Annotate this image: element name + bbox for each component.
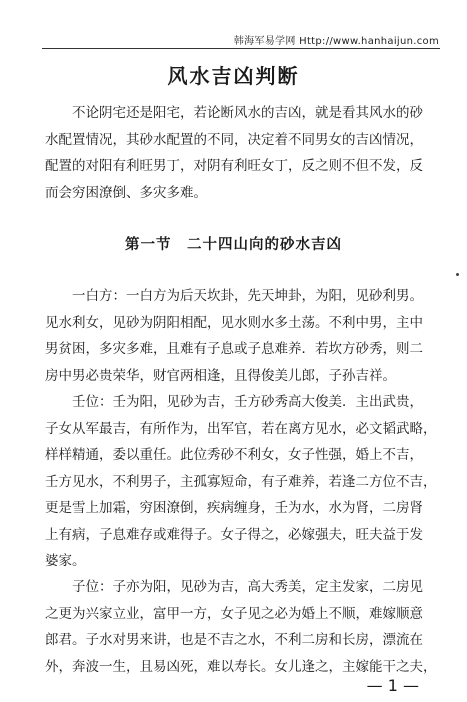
text-line: 上有病，子息难存或难得子。女子得之，必嫁强夫，旺夫益于发 bbox=[45, 526, 423, 543]
page-title: 风水吉凶判断 bbox=[167, 64, 300, 88]
paragraph-yibai bbox=[45, 283, 444, 389]
text-line: 婆家。 bbox=[45, 553, 86, 569]
section-heading: 第一节 二十四山向的砂水吉凶 bbox=[125, 237, 342, 253]
scan-speck bbox=[456, 273, 459, 276]
text-line: 配置的对阳有利旺男丁，对阴有利旺女丁，反之则不但不发，反 bbox=[45, 158, 423, 174]
text-line: 壬位：壬为阳，见砂为吉，壬方砂秀高大俊美．主出武贵， bbox=[72, 394, 423, 410]
text-line: 男贫困，多灾多难，且难有子息或子息难养．若坎方砂秀，则二 bbox=[45, 341, 423, 357]
text-line: 样样精通，委以重任。此位秀砂不利女，女子性强，婚上不吉， bbox=[45, 447, 423, 463]
text-line: 房中男必贵荣华，财官两相逢，且得俊美儿郎，子孙吉祥。 bbox=[45, 367, 396, 384]
running-header: 韩海军易学网 Http://www.hanhaijun.com bbox=[233, 36, 439, 47]
text-line: 子位：子亦为阳，见砂为吉，高大秀美，定主发家，二房见 bbox=[72, 579, 423, 595]
text-line: 外，奔波一生，且易凶死，难以寿长。女儿逢之，主嫁能干之夫， bbox=[45, 658, 437, 675]
text-line: 一白方：一白方为后天坎卦，先天坤卦，为阳，见砂利男。 bbox=[72, 288, 423, 304]
page-number: — 1 — bbox=[366, 676, 419, 695]
text-line: 见水利女，见砂为阴阳相配，见水则水多土荡。不利中男，主中 bbox=[45, 314, 423, 331]
text-line: 之更为兴家立业，富甲一方，女子见之必为婚上不顺，难嫁顺意 bbox=[45, 605, 423, 622]
text-line: 郎君。子水对男来讲，也是不吉之水，不利二房和长房，漂流在 bbox=[45, 632, 423, 648]
text-line: 壬方见水，不利男子，主孤寡短命，有子难养，若逢二方位不吉， bbox=[45, 473, 437, 490]
text-line: 不论阴宅还是阳宅，若论断风水的吉凶，就是看其风水的砂 bbox=[72, 105, 423, 121]
text-line: 子女从军最吉，有所作为，出军官，若在离方见水，必文韬武略， bbox=[45, 420, 437, 437]
text-line: 更是雪上加霜，穷困潦倒，疾病缠身，壬为水，水为肾，二房肾 bbox=[45, 500, 423, 516]
text-line: 水配置情况，其砂水配置的不同，决定着不同男女的吉凶情况， bbox=[45, 131, 423, 148]
header-rule bbox=[42, 48, 440, 49]
intro-paragraph bbox=[45, 100, 444, 206]
text-line: 而会穷困潦倒、多灾多难。 bbox=[45, 184, 207, 201]
paragraph-ren bbox=[45, 389, 444, 575]
paragraph-zi bbox=[45, 574, 444, 680]
